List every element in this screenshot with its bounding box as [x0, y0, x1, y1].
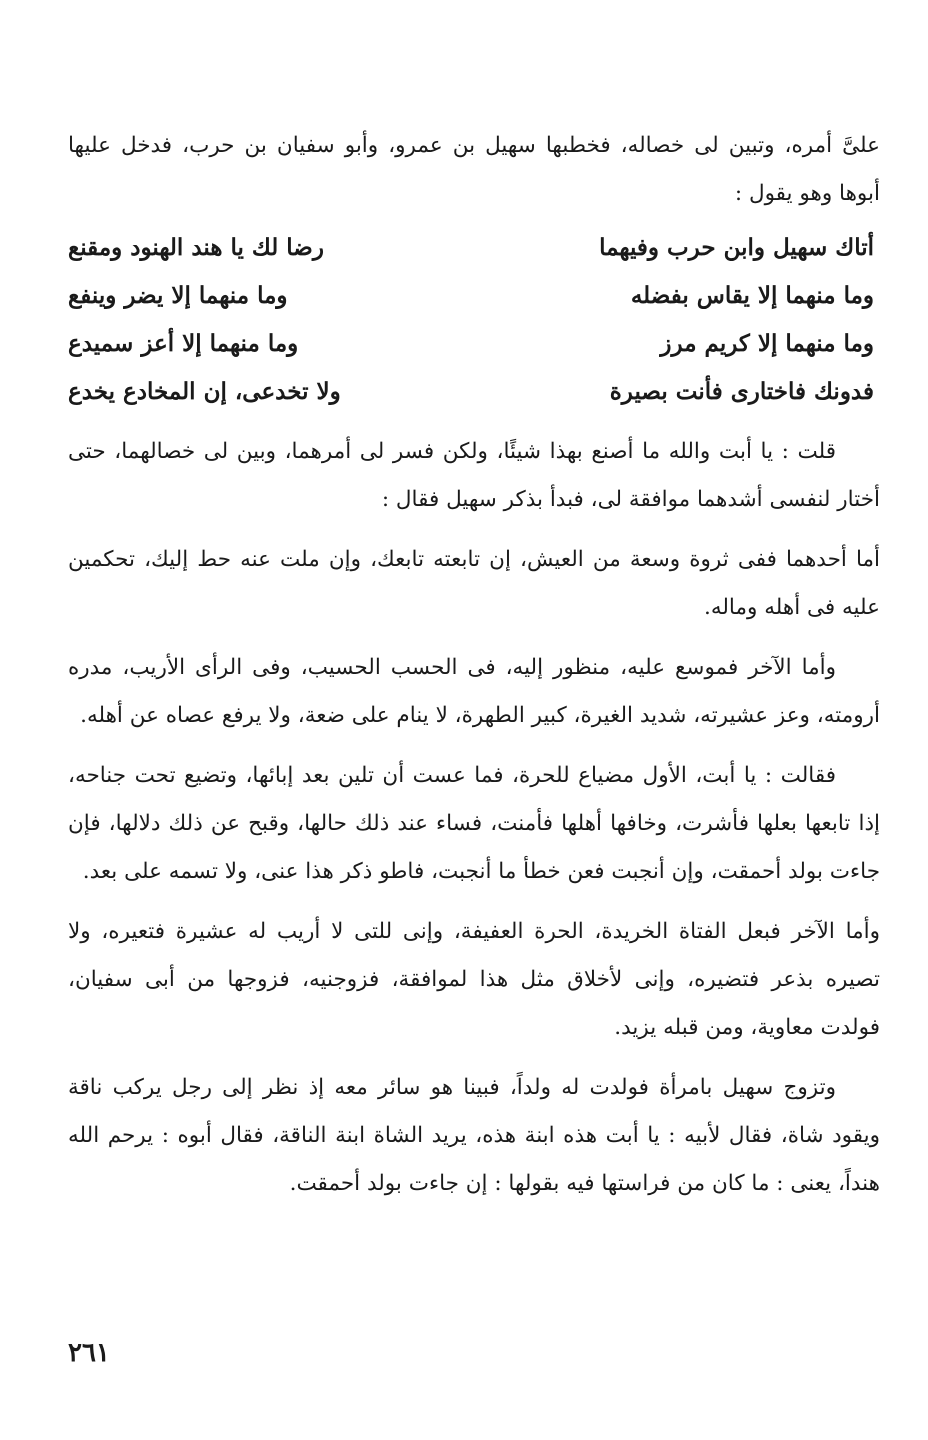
paragraph: فقالت : يا أبت، الأول مضياع للحرة، فما عست أن تلين بعد إبائها، وتضيع تحت جناحه، إذا تابعها بعلها فأشرت، وخافها أهلها فأمنت، فساء عند ذلك حالها، وقبح عن ذلك دلالها، فإن جاءت بولد أحمقت، وإن أنجبت فعن خطأ ما أنجبت، فاطو ذكر هذا عنى، ولا تسمه على بعد. — [68, 763, 880, 884]
verse-first-hemistich: فدونك فاختارى فأنت بصيرة — [609, 378, 874, 405]
poem-verse — [68, 368, 880, 416]
paragraph: قلت : يا أبت والله ما أصنع بهذا شيئًا، ولكن فسر لى أمرهما، وبين لى خصالهما، حتى أختار لنفسى أشدهما موافقة لى، فبدأ بذكر سهيل فقال : — [68, 439, 880, 512]
poem-verse — [68, 320, 880, 368]
paragraph: وأما الآخر فبعل الفتاة الخريدة، الحرة العفيفة، وإنى للتى لا أريب له عشيرة فتعيره، ولا تصيره بذعر فتضيره، وإنى لأخلاق مثل هذا لموافقة، فزوجنيه، فزوجها من أبى سفيان، فولدت معاوية، ومن قبله يزيد. — [68, 919, 880, 1040]
paragraph-intro: علىَّ أمره، وتبين لى خصاله، فخطبها سهيل بن عمرو، وأبو سفيان بن حرب، فدخل عليها أبوها وهو يقول : — [68, 133, 880, 206]
paragraph: وتزوج سهيل بامرأة فولدت له ولداً، فبينا هو سائر معه إذ نظر إلى رجل يركب ناقة ويقود شاة، فقال لأبيه : يا أبت هذه ابنة هذه، يريد الشاة ابنة الناقة، فقال أبوه : يرحم الله هنداً، يعنى : ما كان من فراستها فيه بقولها : إن جاءت بولد أحمقت. — [68, 1075, 880, 1196]
paragraph: أما أحدهما ففى ثروة وسعة من العيش، إن تابعته تابعك، وإن ملت عنه حط إليك، تحكمين عليه فى أهله وماله. — [68, 547, 880, 620]
verse-second-hemistich: وما منهما إلا أعز سميدع — [68, 330, 299, 357]
page-body — [68, 122, 880, 1220]
page-number: ٢٦١ — [68, 1338, 110, 1368]
paragraph: وأما الآخر فموسع عليه، منظور إليه، فى الحسب الحسيب، وفى الرأى الأريب، مدره أرومته، وعز عشيرته، شديد الغيرة، كبير الطهرة، لا ينام على ضعة، ولا يرفع عصاه عن أهله. — [68, 655, 880, 728]
poem-verse — [68, 224, 880, 272]
verse-second-hemistich: رضا لك يا هند الهنود ومقنع — [68, 234, 324, 261]
verse-first-hemistich: وما منهما إلا كريم مرز — [660, 330, 874, 357]
verse-second-hemistich: ولا تخدعى، إن المخادع يخدع — [68, 378, 341, 405]
poem-verse — [68, 272, 880, 320]
verse-second-hemistich: وما منهما إلا يضر وينفع — [68, 282, 288, 309]
verse-first-hemistich: وما منهما إلا يقاس بفضله — [630, 282, 874, 309]
verse-first-hemistich: أتاك سهيل وابن حرب وفيهما — [599, 234, 874, 261]
poem — [68, 224, 880, 416]
